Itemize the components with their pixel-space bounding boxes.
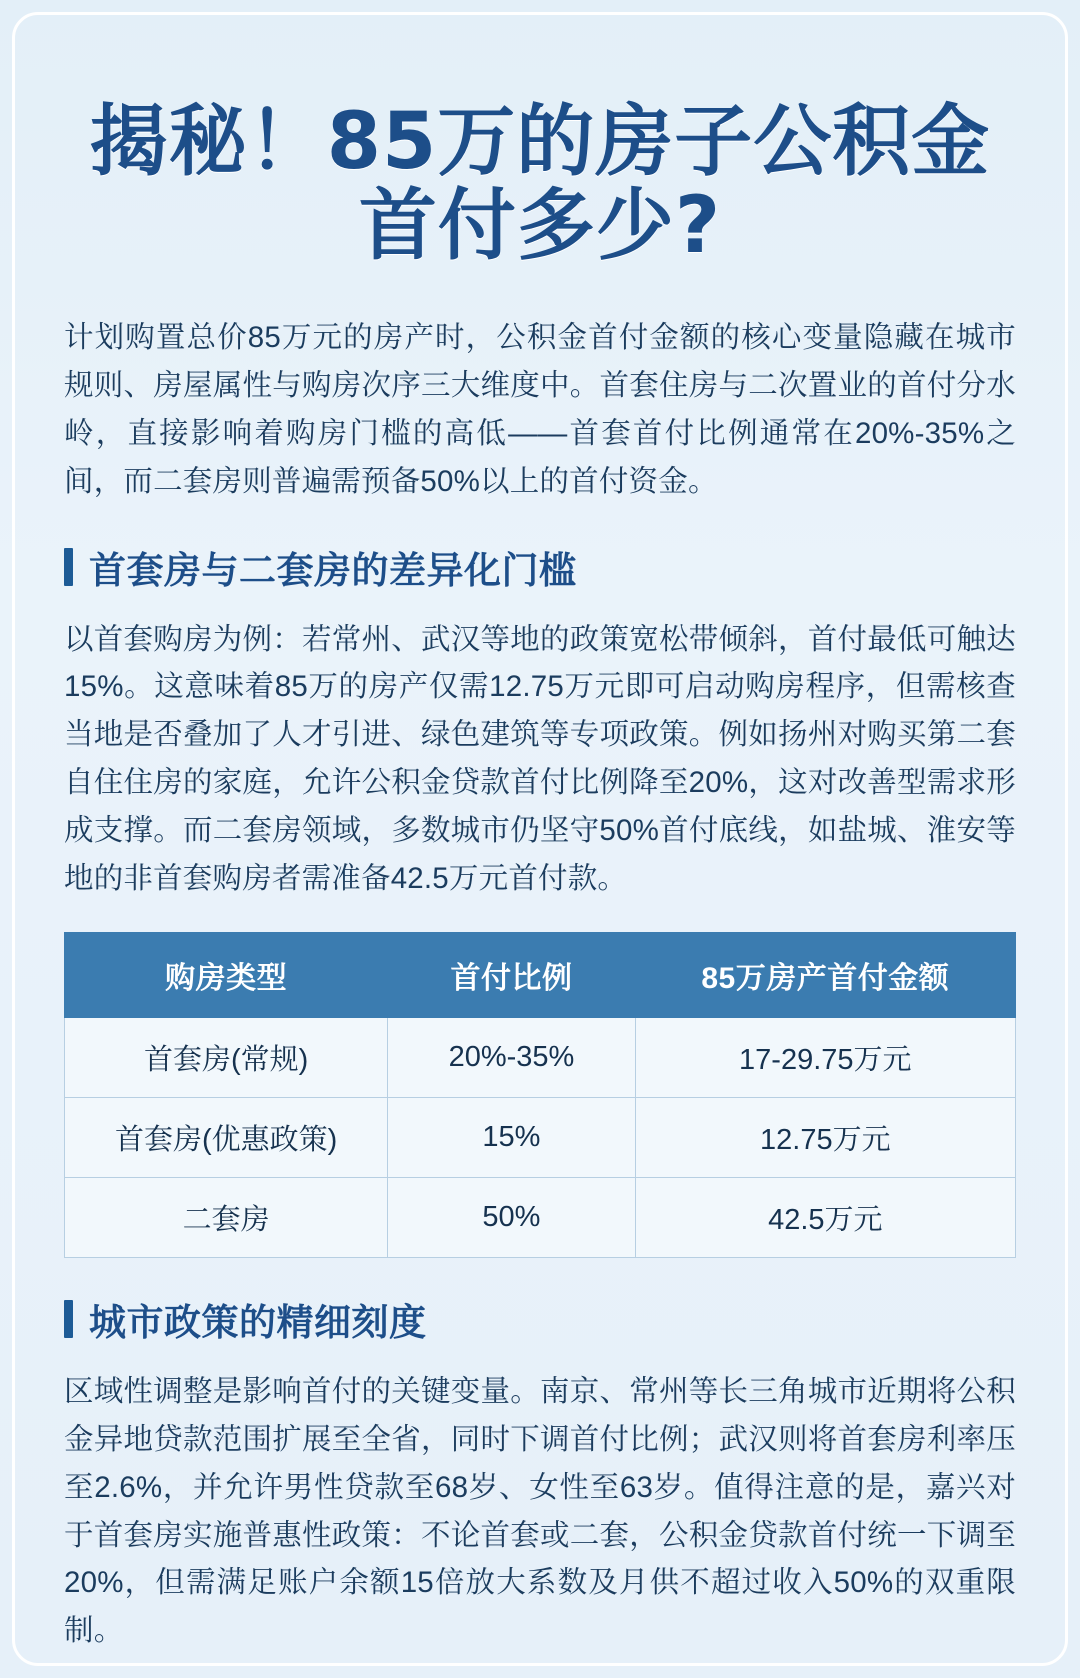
table-header-cell-amount: 85万房产首付金额 (635, 933, 1015, 1018)
section-title-1: 首套房与二套房的差异化门槛 (89, 548, 577, 592)
down-payment-table (64, 932, 1016, 1258)
section-accent-bar (64, 548, 73, 586)
section-heading-1 (64, 540, 1016, 594)
page-title: 揭秘！85万的房子公积金首付多少? (89, 97, 991, 272)
table-cell-amount: 17-29.75万元 (635, 1018, 1015, 1098)
table-cell-amount: 12.75万元 (635, 1098, 1015, 1178)
section-body-2: 区域性调整是影响首付的关键变量。南京、常州等长三角城市近期将公积金异地贷款范围扩展至全省，同时下调首付比例；武汉则将首套房利率压至2.6%，并允许男性贷款至68岁、女性至63岁。值得注意的是，嘉兴对于首套房实施普惠性政策：不论首套或二套，公积金贷款首付统一下调至20%，但需满足账户余额15倍放大系数及月供不超过收入50%的双重限制。 (64, 1375, 1016, 1648)
table-cell-type: 首套房(优惠政策) (65, 1098, 388, 1178)
table-row (65, 1098, 1016, 1178)
table-cell-ratio: 50% (388, 1178, 635, 1258)
table-cell-type: 首套房(常规) (65, 1018, 388, 1098)
table-header-row (65, 933, 1016, 1018)
table-cell-type: 二套房 (65, 1178, 388, 1258)
section-title-2: 城市政策的精细刻度 (89, 1301, 427, 1345)
section-heading-2 (64, 1292, 1016, 1346)
table-header-cell-type: 购房类型 (65, 933, 388, 1018)
intro-paragraph: 计划购置总价85万元的房产时，公积金首付金额的核心变量隐藏在城市规则、房屋属性与购房次序三大维度中。首套住房与二次置业的首付分水岭，直接影响着购房门槛的高低——首套首付比例通常在20%-35%之间，而二套房则普遍需预备50%以上的首付资金。 (64, 321, 1016, 498)
article-content (64, 97, 1016, 1658)
table-cell-ratio: 15% (388, 1098, 635, 1178)
table-body (65, 1018, 1016, 1258)
table-row (65, 1018, 1016, 1098)
table-header (65, 933, 1016, 1018)
table-cell-amount: 42.5万元 (635, 1178, 1015, 1258)
section-body-1: 以首套购房为例：若常州、武汉等地的政策宽松带倾斜，首付最低可触达15%。这意味着85万的房产仅需12.75万元即可启动购房程序，但需核查当地是否叠加了人才引进、绿色建筑等专项政策。例如扬州对购买第二套自住住房的家庭，允许公积金贷款首付比例降至20%，这对改善型需求形成支撑。而二套房领域，多数城市仍坚守50%首付底线，如盐城、淮安等地的非首套购房者需准备42.5万元首付款。 (64, 622, 1016, 895)
table-row (65, 1178, 1016, 1258)
table-header-cell-ratio: 首付比例 (388, 933, 635, 1018)
section-accent-bar (64, 1300, 73, 1338)
table-cell-ratio: 20%-35% (388, 1018, 635, 1098)
